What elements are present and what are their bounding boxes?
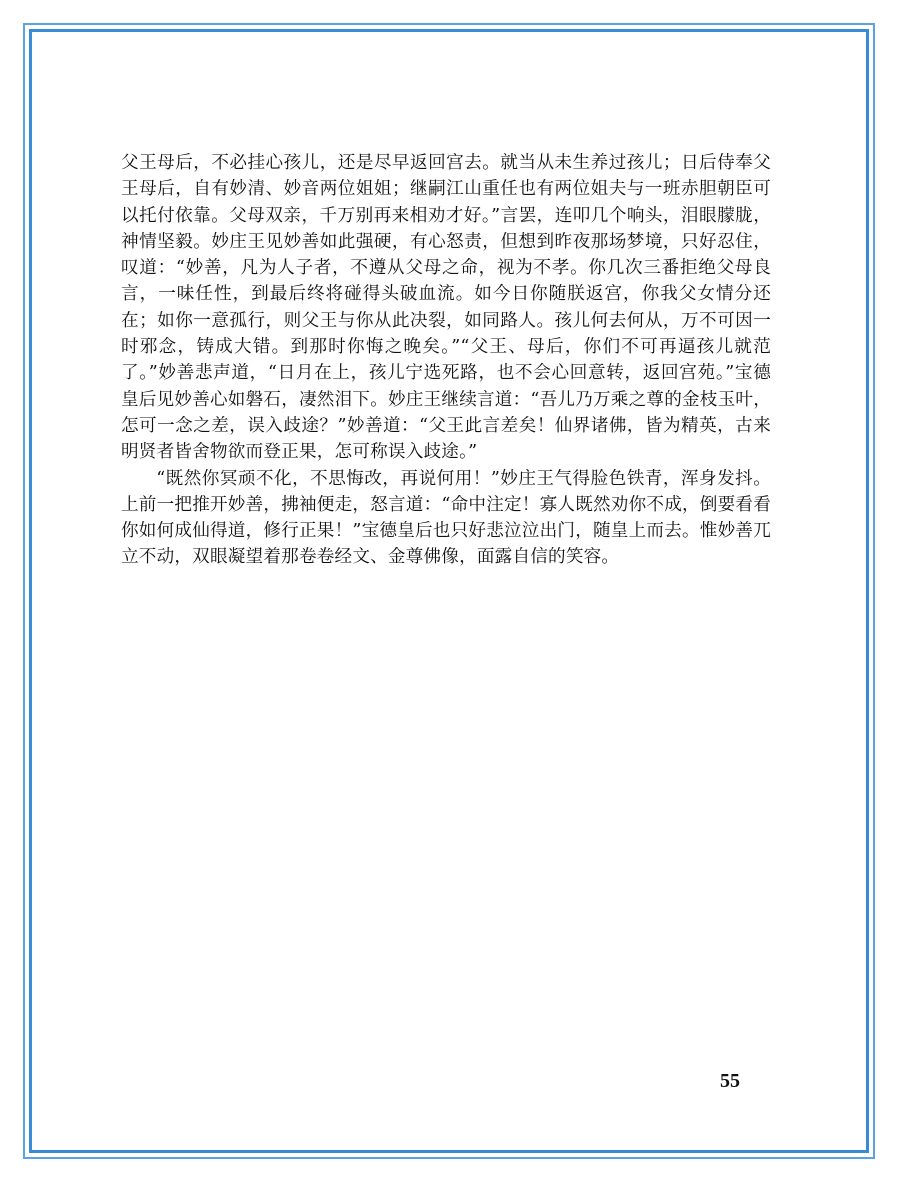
body-text	[121, 150, 771, 571]
paragraph-2: “既然你冥顽不化，不思悔改，再说何用！”妙庄王气得脸色铁青，浑身发抖。上前一把推开妙善，拂袖便走，怒言道：“命中注定！寡人既然劝你不成，倒要看看你如何成仙得道，修行正果！”宝德皇后也只好悲泣泣出门，随皇上而去。惟妙善兀立不动，双眼凝望着那卷卷经文、金尊佛像，面露自信的笑容。	[121, 468, 771, 568]
paragraph-1: 父王母后，不必挂心孩儿，还是尽早返回宫去。就当从未生养过孩儿；日后侍奉父王母后，自有妙清、妙音两位姐姐；继嗣江山重任也有两位姐夫与一班赤胆朝臣可以托付依靠。父母双亲，千万别再来相劝才好。”言罢，连叩几个响头，泪眼朦胧，神情坚毅。妙庄王见妙善如此强硬，有心怒责，但想到昨夜那场梦境，只好忍住，叹道：“妙善，凡为人子者，不遵从父母之命，视为不孝。你几次三番拒绝父母良言，一味任性，到最后终将碰得头破血流。如今日你随朕返宫，你我父女情分还在；如你一意孤行，则父王与你从此决裂，如同路人。孩儿何去何从，万不可因一时邪念，铸成大错。到那时你悔之晚矣。”“父王、母后，你们不可再逼孩儿就范了。”妙善悲声道，“日月在上，孩儿宁选死路，也不会心回意转，返回宫苑。”宝德皇后见妙善心如磐石，凄然泪下。妙庄王继续言道：“吾儿乃万乘之尊的金枝玉叶，怎可一念之差，误入歧途？”妙善道：“父王此言差矣！仙界诸佛，皆为精英，古来明贤者皆舍物欲而登正果，怎可称误入歧途。”	[121, 153, 771, 463]
page-number: 55	[720, 1070, 740, 1092]
